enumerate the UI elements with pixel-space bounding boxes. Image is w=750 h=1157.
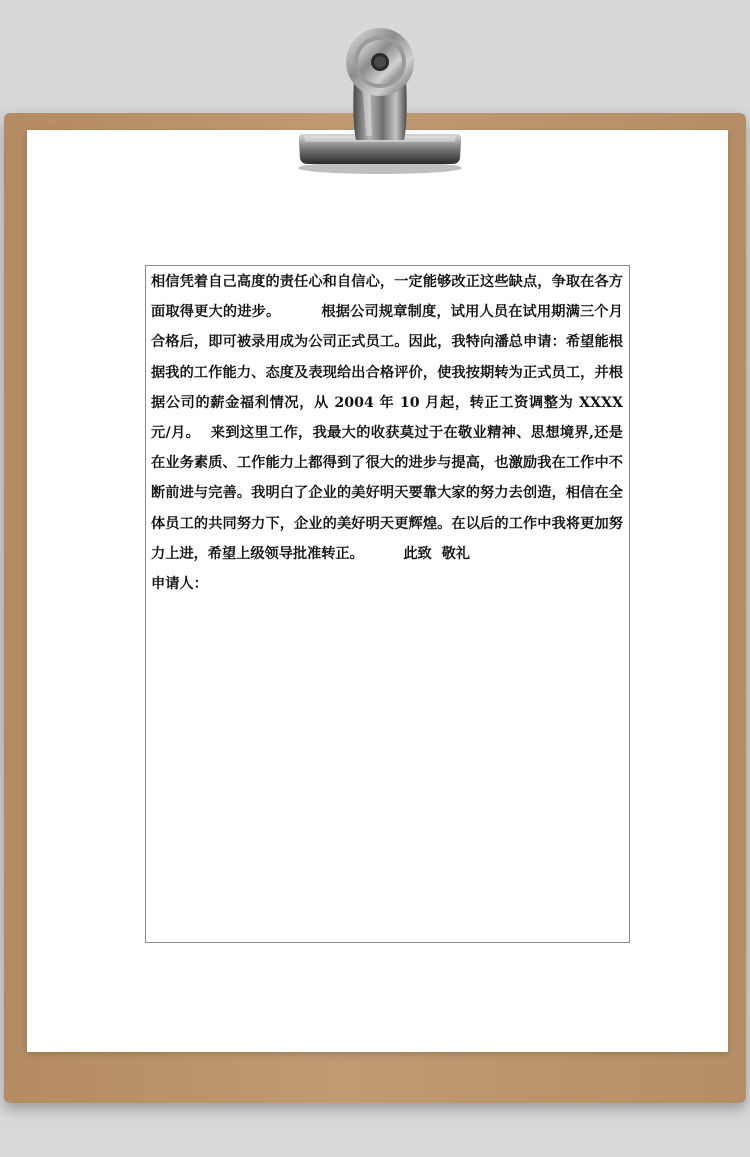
binder-clip-icon (296, 22, 464, 174)
document-text-box (145, 265, 630, 943)
document-body-text: 相信凭着自己高度的责任心和自信心，一定能够改正这些缺点，争取在各方面取得更大的进步。 根据公司规章制度，试用人员在试用期满三个月合格后，即可被录用成为公司正式员工。因此，我特向潘总申请：希望能根据我的工作能力、态度及表现给出合格评价，使我按期转为正式员工，并根据公司的薪金福利情况，从 2004 年 10 月起，转正工资调整为 XXXX 元/月。 来到这里工作，我最大的收获莫过于在敬业精神、思想境界,还是在业务素质、工作能力上都得到了很大的进步与提高，也激励我在工作中不断前进与完善。我明白了企业的美好明天要靠大家的努力去创造，相信在全体员工的共同努力下，企业的美好明天更辉煌。在以后的工作中我将更加努力上进，希望上级领导批准转正。 此致 敬礼 (151, 274, 628, 562)
applicant-label: 申请人： (151, 576, 208, 593)
